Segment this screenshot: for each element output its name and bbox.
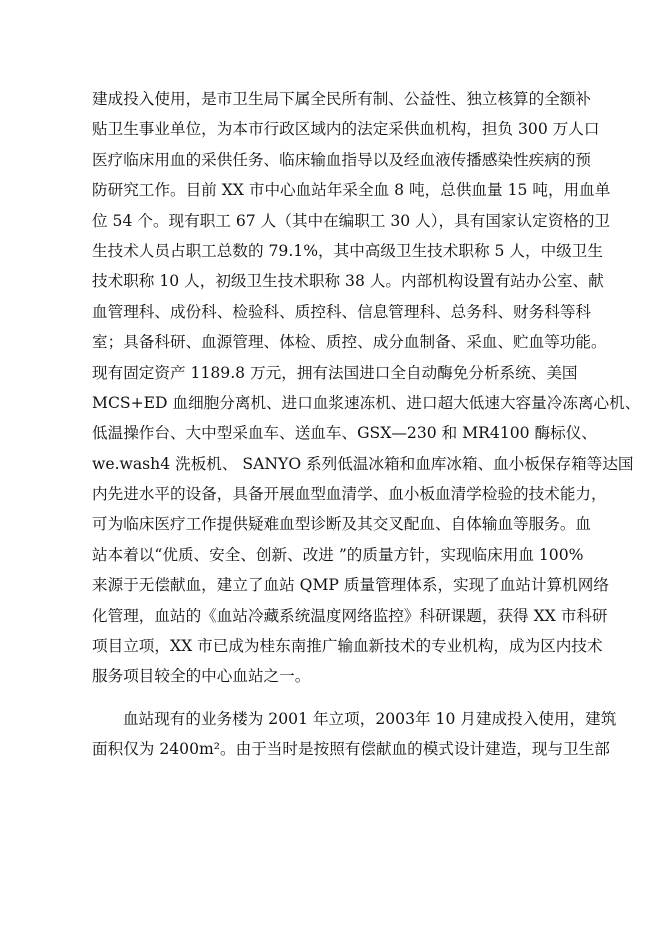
document-body: [92, 84, 641, 765]
paragraph-line: 技术职称 10 人，初级卫生技术职称 38 人。内部机构设置有站办公室、献: [92, 272, 604, 291]
paragraph-line: 医疗临床用血的采供任务、临床输血指导以及经血液传播感染性疾病的预: [92, 150, 592, 169]
paragraph-line: 防研究工作。目前 XX 市中心血站年采全血 8 吨，总供血量 15 吨，用血单: [92, 181, 611, 200]
paragraph-gap: [92, 692, 576, 704]
paragraph-line: MCS+ED 血细胞分离机、进口血浆速冻机、进口超大低速大容量冷冻离心机、: [92, 393, 641, 412]
paragraph-line: 室；具备科研、血源管理、体检、质控、成分血制备、采血、贮血等功能。: [92, 333, 607, 352]
paragraph-line: 服务项目较全的中心血站之一。: [92, 667, 311, 686]
paragraph-line: 位 54 个。现有职工 67 人（其中在编职工 30 人），具有国家认定资格的卫: [92, 211, 611, 230]
paragraph-line: 生技术人员占职工总数的 79.1%，其中高级卫生技术职称 5 人，中级卫生: [92, 241, 603, 260]
paragraph-2: [92, 704, 617, 765]
paragraph-line: we.wash4 洗板机、 SANYO 系列低温冰箱和血库冰箱、血小板保存箱等达国: [92, 454, 634, 473]
paragraph-line: 贴卫生事业单位，为本市行政区域内的法定采供血机构，担负 300 万人口: [92, 120, 600, 139]
paragraph-line: 血站现有的业务楼为 2001 年立项，2003年 10 月建成投入使用，建筑: [123, 709, 617, 728]
paragraph-line: 可为临床医疗工作提供疑难血型诊断及其交叉配血、自体输血等服务。血: [92, 515, 592, 534]
paragraph-line: 项目立项，XX 市已成为桂东南推广输血新技术的专业机构，成为区内技术: [92, 637, 603, 656]
paragraph-line: 面积仅为 2400m²。由于当时是按照有偿献血的模式设计建造，现与卫生部: [92, 740, 610, 759]
paragraph-line: 站本着以“优质、安全、创新、改进 ”的质量方针，实现临床用血 100%: [92, 545, 584, 564]
paragraph-line: 来源于无偿献血，建立了血站 QMP 质量管理体系，实现了血站计算机网络: [92, 576, 609, 595]
paragraph-1: [92, 84, 641, 692]
paragraph-line: 建成投入使用，是市卫生局下属全民所有制、公益性、独立核算的全额补: [92, 90, 592, 108]
paragraph-line: 化管理，血站的《血站冷藏系统温度网络监控》科研课题，获得 XX 市科研: [92, 606, 608, 625]
paragraph-line: 内先进水平的设备，具备开展血型血清学、血小板血清学检验的技术能力，: [92, 485, 607, 504]
paragraph-line: 现有固定资产 1189.8 万元，拥有法国进口全自动酶免分析系统、美国: [92, 363, 578, 382]
paragraph-line: 血管理科、成份科、检验科、质控科、信息管理科、总务科、财务科等科: [92, 302, 592, 321]
paragraph-line: 低温操作台、大中型采血车、送血车、GSX—230 和 MR4100 酶标仪、: [92, 424, 597, 443]
